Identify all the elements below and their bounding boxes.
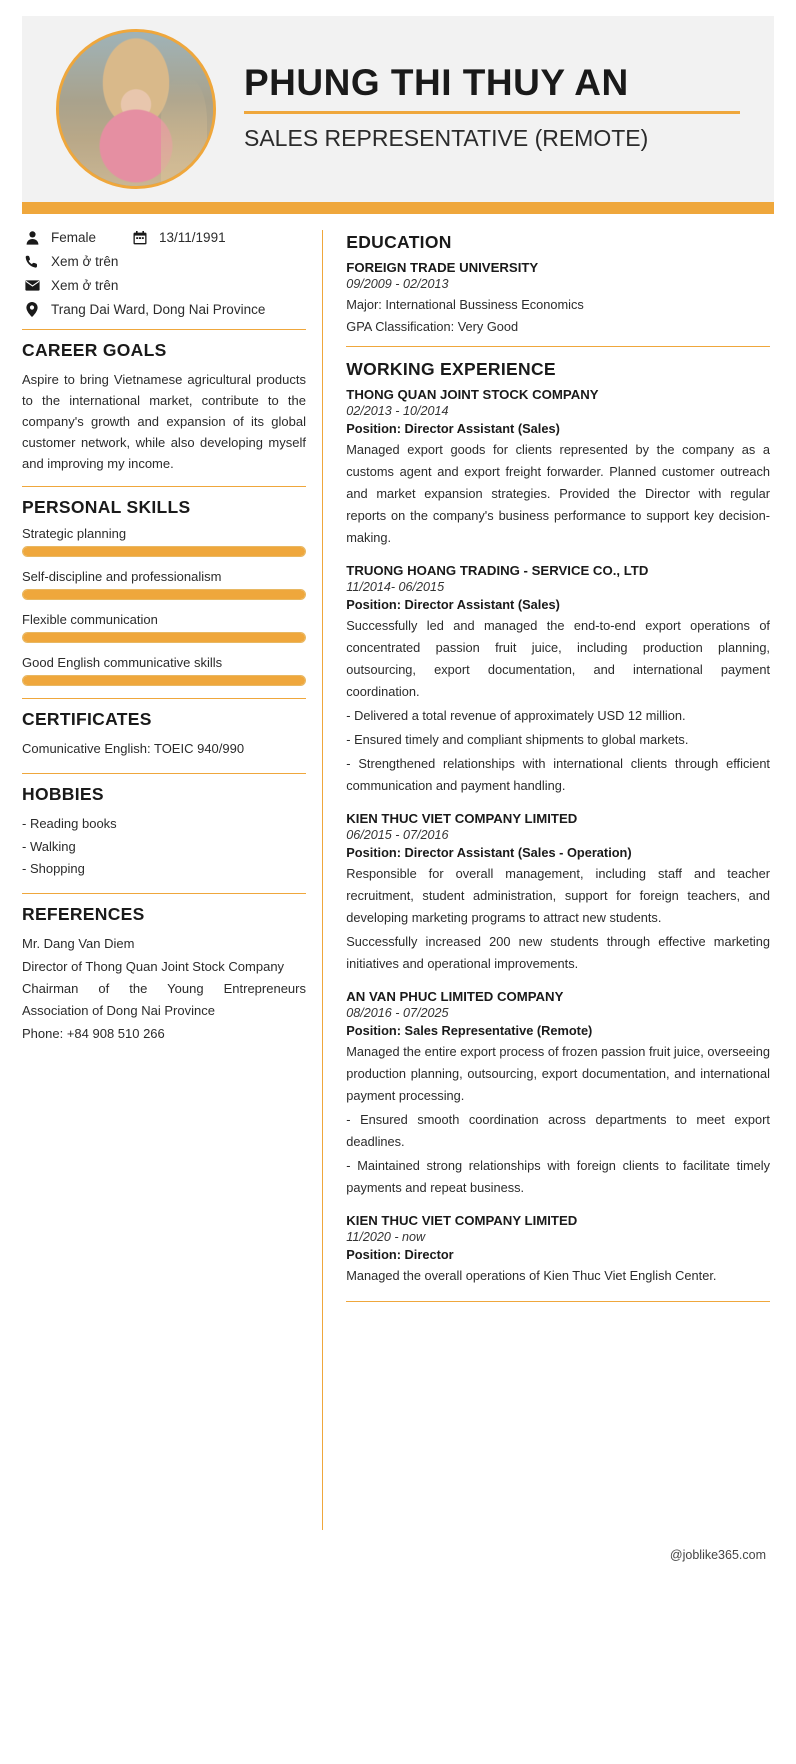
experience-org: THONG QUAN JOINT STOCK COMPANY — [346, 387, 599, 402]
experience-position: Position: Director Assistant (Sales) — [346, 421, 560, 436]
skill-bar-fill — [23, 676, 305, 685]
skill-label: Self-discipline and professionalism — [22, 569, 222, 585]
experience-item — [346, 563, 770, 797]
contact-birthday: 13/11/1991 — [159, 230, 226, 245]
divider-line — [22, 773, 306, 774]
envelope-icon — [22, 280, 42, 291]
header-text-block — [244, 64, 750, 153]
contact-info-list — [22, 230, 306, 317]
skill-bar — [22, 675, 306, 686]
skill-label: Strategic planning — [22, 526, 127, 542]
page-title: PHUNG THI THUY AN — [244, 62, 629, 104]
experience-paragraph: Successfully led and managed the end-to-end export operations of concentrated passion fruit juice, including production planning, outsourcing, export documentation, and international payment coordination. — [346, 618, 770, 699]
divider-line — [22, 329, 306, 330]
divider-line — [22, 893, 306, 894]
experience-org: KIEN THUC VIET COMPANY LIMITED — [346, 811, 578, 826]
experience-item — [346, 387, 770, 549]
experience-org: AN VAN PHUC LIMITED COMPANY — [346, 989, 564, 1004]
reference-role: Director of Thong Quan Joint Stock Company — [22, 958, 285, 974]
divider-line — [22, 486, 306, 487]
experience-paragraph: Managed export goods for clients represented by the company as a customs agent and export freight forwarder. Planned customer outreach and market expansion strategies. Provided the Director with regular reports on the company's business performance to support key decision-making. — [346, 442, 770, 545]
certificates-title: CERTIFICATES — [22, 709, 152, 730]
skill-item — [22, 526, 306, 557]
skill-bar — [22, 589, 306, 600]
experience-dates: 06/2015 - 07/2016 — [346, 828, 449, 842]
experience-paragraph: - Ensured timely and compliant shipments to global markets. — [346, 732, 689, 747]
education-major: Major: International Bussiness Economics — [346, 297, 584, 312]
experience-item — [346, 1213, 770, 1287]
right-column — [340, 230, 774, 1314]
references-title: REFERENCES — [22, 904, 145, 925]
experience-dates: 11/2020 - now — [346, 1230, 426, 1244]
experience-paragraph: Managed the entire export process of frozen passion fruit juice, overseeing production planning, outsourcing, export documentation, and international payment processing. — [346, 1044, 770, 1103]
experience-paragraph: - Ensured smooth coordination across departments to meet export deadlines. — [346, 1112, 770, 1149]
location-pin-icon — [22, 302, 42, 317]
education-title: EDUCATION — [346, 232, 452, 252]
contact-row-address — [22, 302, 306, 317]
hobby-item: - Reading books — [22, 815, 117, 831]
reference-phone: Phone: +84 908 510 266 — [22, 1025, 165, 1041]
divider-line — [346, 346, 770, 347]
contact-gender: Female — [51, 230, 97, 245]
hobby-item: - Shopping — [22, 861, 85, 877]
experience-position: Position: Director Assistant (Sales) — [346, 597, 560, 612]
experience-position: Position: Director Assistant (Sales - Operation) — [346, 845, 632, 860]
resume-header — [22, 16, 774, 202]
resume-body — [22, 230, 774, 1530]
avatar-photo — [59, 32, 213, 186]
avatar — [56, 29, 216, 189]
experience-dates: 08/2016 - 07/2025 — [346, 1006, 449, 1020]
experience-item — [346, 811, 770, 975]
hobbies-title: HOBBIES — [22, 783, 104, 804]
education-dates: 09/2009 - 02/2013 — [346, 277, 449, 291]
job-title: SALES REPRESENTATIVE (REMOTE) — [244, 125, 649, 152]
contact-address: Trang Dai Ward, Dong Nai Province — [51, 302, 266, 317]
experience-paragraph: - Delivered a total revenue of approximately USD 12 million. — [346, 708, 686, 723]
skill-bar-fill — [23, 547, 305, 556]
experience-position: Position: Director — [346, 1247, 454, 1262]
left-column — [22, 230, 322, 1045]
skill-item — [22, 569, 306, 600]
education-school: FOREIGN TRADE UNIVERSITY — [346, 260, 539, 275]
working-experience-title: WORKING EXPERIENCE — [346, 359, 556, 379]
contact-row-email — [22, 278, 306, 293]
skill-bar — [22, 632, 306, 643]
skill-bar-fill — [23, 633, 305, 642]
experience-paragraph: Managed the overall operations of Kien Thuc Viet English Center. — [346, 1268, 717, 1283]
contact-email: Xem ở trên — [51, 278, 119, 293]
skill-label: Flexible communication — [22, 612, 158, 628]
career-goals-text: Aspire to bring Vietnamese agricultural products to the international market, contribute to the company's growth and expansion of its global customer network, while also developing myself and improving my income. — [22, 372, 306, 472]
experience-org: TRUONG HOANG TRADING - SERVICE CO., LTD — [346, 563, 649, 578]
reference-name: Mr. Dang Van Diem — [22, 936, 135, 952]
skill-label: Good English communicative skills — [22, 655, 223, 671]
experience-dates: 11/2014- 06/2015 — [346, 580, 445, 594]
experience-paragraph: - Maintained strong relationships with foreign clients to facilitate timely payments and repeat business. — [346, 1158, 770, 1195]
experience-paragraph: - Strengthened relationships with international clients through efficient communication and payment handling. — [346, 756, 770, 793]
contact-row-phone — [22, 254, 306, 269]
experience-item — [346, 989, 770, 1199]
person-icon — [22, 231, 42, 245]
contact-row-gender-birthday — [22, 230, 306, 245]
skill-item — [22, 655, 306, 686]
skill-bar — [22, 546, 306, 557]
phone-icon — [22, 255, 42, 269]
divider-line — [22, 698, 306, 699]
calendar-icon — [130, 231, 150, 245]
experience-paragraph: Successfully increased 200 new students through effective marketing initiatives and operational improvements. — [346, 934, 770, 971]
contact-phone: Xem ở trên — [51, 254, 119, 269]
hobby-item: - Walking — [22, 838, 76, 854]
certificate-item: Comunicative English: TOEIC 940/990 — [22, 741, 245, 757]
experience-paragraph: Responsible for overall management, including staff and teacher recruitment, student administration, support for foreign teachers, and developing marketing programs to attract new students. — [346, 866, 770, 925]
skill-item — [22, 612, 306, 643]
career-goals-title: CAREER GOALS — [22, 340, 167, 360]
experience-dates: 02/2013 - 10/2014 — [346, 404, 449, 418]
experience-org: KIEN THUC VIET COMPANY LIMITED — [346, 1213, 578, 1228]
title-rule — [244, 111, 740, 114]
personal-skills-title: PERSONAL SKILLS — [22, 497, 191, 518]
skill-bar-fill — [23, 590, 305, 599]
experience-position: Position: Sales Representative (Remote) — [346, 1023, 593, 1038]
education-gpa: GPA Classification: Very Good — [346, 319, 519, 334]
reference-organization: Chairman of the Young Entrepreneurs Association of Dong Nai Province — [22, 980, 306, 1019]
header-accent-bar — [22, 202, 774, 214]
divider-line — [346, 1301, 770, 1302]
watermark: @joblike365.com — [669, 1548, 766, 1562]
